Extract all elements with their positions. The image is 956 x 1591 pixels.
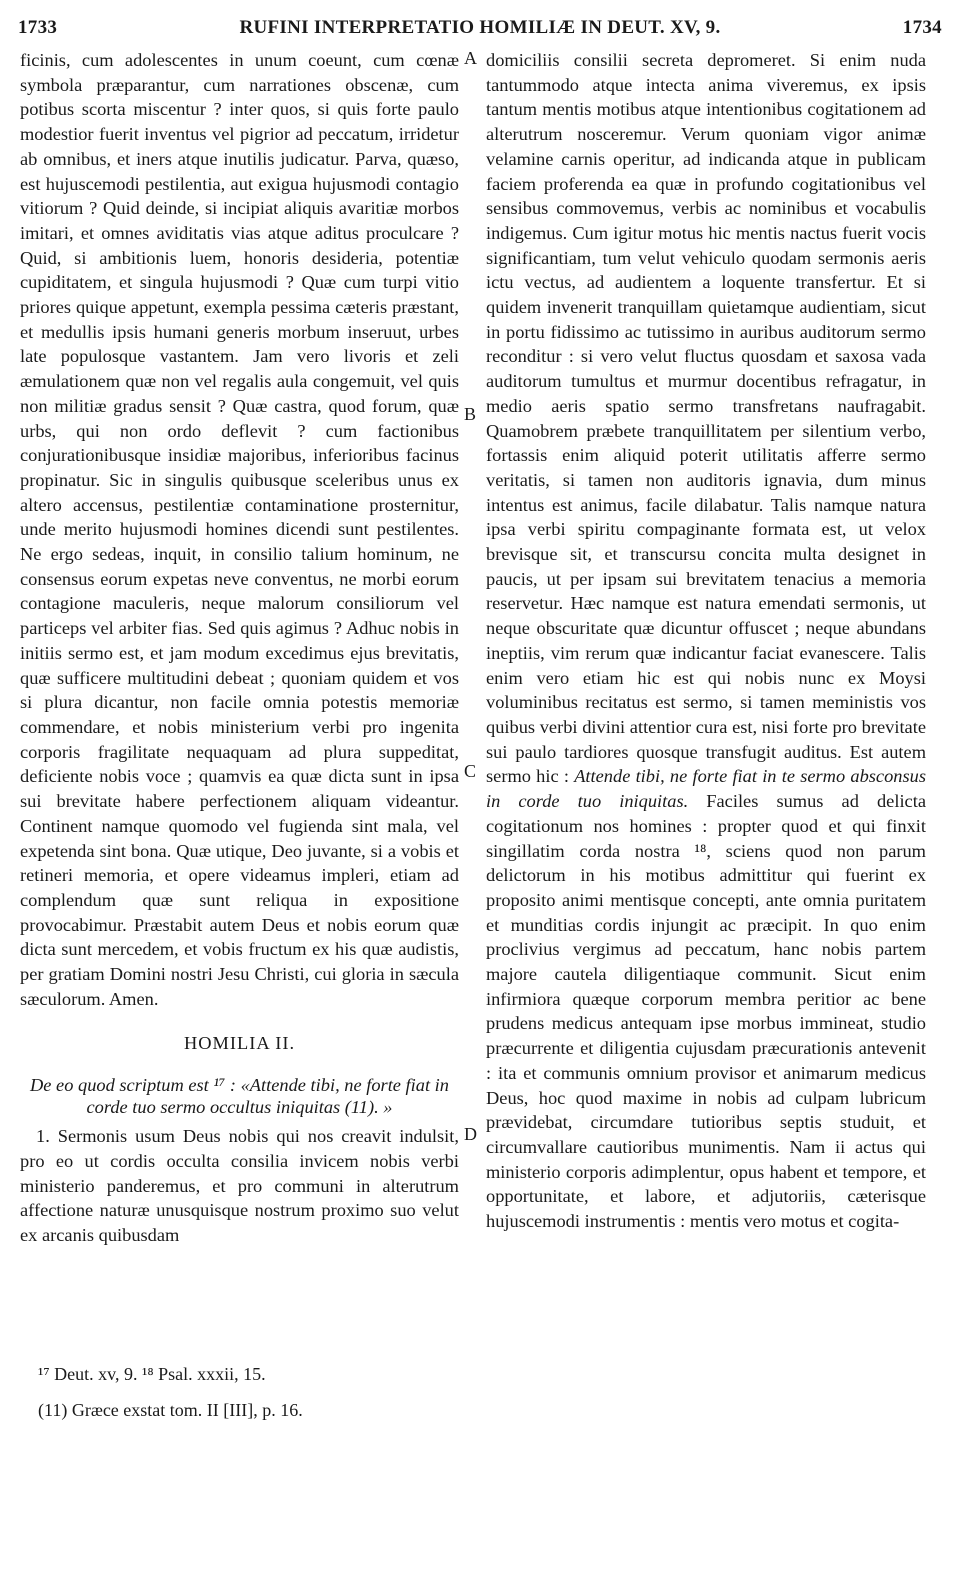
right-paragraph [486, 48, 926, 1234]
left-page-number: 1733 [18, 17, 58, 38]
margin-marker-a: A [464, 48, 477, 68]
margin-marker-d: D [464, 1124, 477, 1144]
right-column [486, 48, 926, 1234]
margin-marker-b: B [464, 404, 477, 424]
running-header [18, 14, 942, 42]
scripture-quote: Attende tibi, ne forte fiat in te sermo absconsus in corde tuo iniquitas. [486, 766, 926, 812]
right-text-b: Faciles sumus ad delicta cogitationum nos homines : propter quod et qui finxit singillatim corda nostra ¹⁸, sciens quod non parum delictorum in his motibus admittitur qui fuerint ex proposito animi mentisque concepti, ante omnia puritatem et munditias cordis injungit ac præcipit. In quo enim proclivius vergimus ad peccatum, hanc nobis partem majore cautela diligentiaque communit. Sicut enim infirmiora quæque corporum membra peritior ac bene prudens medicus antequam ipse morbus immineat, studio præcurrente et diligentia cujusdam præcurationis antevenit : ita et communis omnium provisor et animarum medicus Deus, hoc quod maxime in nobis ad culpam lubricum prævidebat, circumdare tutioribus septis studuit, et circumvallare cautioribus munimentis. Nam ii actus qui ministerio corporis adimplentur, opus habent et tempore, et opportunitate, et labore, et adjutoriis, cæterisque hujuscemodi instrumentis : mentis vero motus et cogita- [486, 791, 926, 1232]
left-column [20, 48, 459, 1248]
footnote-scripture-refs: ¹⁷ Deut. xv, 9. ¹⁸ Psal. xxxii, 15. [38, 1364, 266, 1384]
left-paragraph-1: ficinis, cum adolescentes in unum coeunt, cum cœnæ symbola præparantur, cum narrationes obscenæ, cum potibus scorta miscentur ? inter quos, si quis forte paulo modestior fuerit inventus vel pigrior ad peccatum, irridetur ab omnibus, et iners atque inutilis judicatur. Parva, quæso, est hujuscemodi pestilentia, aut exigua hujusmodi contagio vitiorum ? Quid deinde, si incipiat aliquis avaritiæ morbos imitari, et omnes aviditatis vias atque aditus proculcare ? Quid, si ambitionis luem, honoris desideria, potentiæ cupiditatem, et singula hujusmodi ? Quæ cum turpi vitio priores quique appetunt, exempla pessima cæteris præstant, et medullis ipsis humani generis morbum inseruut, urbes late populosque vastantem. Jam vero livoris et zeli æmulationem quæ non vel regalis aula congemuit, vel quis non militiæ gradus sensit ? Quæ castra, quod forum, quæ urbs, qui non ordo deflevit ? cum factionibus conjurationibusque insidiæ majoribus, inferioribus facinus propinatur. Sic in singulis quibusque sceleribus unus ex altero accensus, pestilentiæ contaminatione prosternitur, unde merito hujusmodi homines dicendi sunt pestilentes. Ne ergo sedeas, inquit, in consilio talium hominum, ne consensus eorum expetas neve conventus, ne morbi eorum contagione maculeris, neque malorum consiliorum vel particeps vel arbiter fias. Sed quis agimus ? Adhuc nobis in initiis sermo est, et jam modum excedimus ejus brevitatis, quæ sufficere multitudini debeat ; quoniam quidem et vos si plura dicantur, non facile omnia potestis memoriæ commendare, et nobis ministerium verbi pro ingenita corporis fragilitate nequaquam ad plura suppeditat, deficiente nobis voce ; quamvis ea quæ dicta sunt in ipsa sui brevitate habere perfectionem aliquam videantur. Continent namque quomodo vel fugienda sint mala, vel expetenda sint bona. Quæ utique, Deo juvante, si a vobis et retineri memoria, et opere videamus impleri, etiam ad complendum quæ sunt reliqua in expositione provocabimur. Præstabit autem Deus et nobis eorum quæ dicta sunt mercedem, et vobis fructum ex his quæ audistis, per gratiam Domini nostri Jesu Christi, cui gloria in sæcula sæculorum. Amen. [20, 50, 459, 1009]
running-title: RUFINI INTERPRETATIO HOMILIÆ IN DEUT. XV, 9. [239, 17, 721, 38]
footnotes [38, 1362, 468, 1422]
left-paragraph-2: 1. Sermonis usum Deus nobis qui nos creavit indulsit, pro eo ut cordis occulta consilia invicem nobis verbi ministerio panderemus, et pro communi in alterutrum affectione naturæ unusquisque nostrum proximo suo velut ex arcanis quibusdam [20, 1126, 459, 1245]
footnote-greek-source: (11) Græce exstat tom. II [III], p. 16. [38, 1400, 303, 1420]
margin-marker-c: C [464, 761, 477, 781]
right-page-number: 1734 [902, 17, 942, 38]
homily-subtitle: De eo quod scriptum est ¹⁷ : «Attende tibi, ne forte fiat in corde tuo sermo occultus iniquitas (11). » [30, 1075, 449, 1118]
homily-title: HOMILIA II. [183, 1033, 296, 1054]
right-text-a: domiciliis consilii secreta depromeret. Si enim nuda tantummodo atque intecta anima viveremus, ex ipsis tantum mentis motibus atque intentionibus cogitationem ad alterutrum nosceremur. Verum quoniam vigor animæ velamine carnis operitur, ad indicanda atque in publicam faciem proferenda ea quæ in profundo cogitationibus vel sensibus commovemus, verbis ac nominibus et vocabulis indigemus. Cum igitur motus hic mentis nactus fuerit vocis significantiam, tum velut vehiculo quodam sermonis aeris ictu vectus, ad audientem a loquente transfertur. Et si quidem invenerit tranquillam quietamque audientiam, sicut in portu fidissimo ac tutissimo in auribus auditorum sermo reconditur : si vero velut fluctus quosdam et saxosa vada auditorum tumultus et murmur docentibus refragatur, in medio aeris spatio sermo transfretans naufragabit. Quamobrem præbete tranquillitatem per silentium verbo, fortassis enim aliquid poterit utilitatis afferre sermo veritatis, si tamen non auditoris ignavia, dum minus intentus est animus, facile dilabatur. Talis namque natura ipsa verbi spiritu compaginante formata est, ut velox brevisque sit, et transcursu concita multa designet in paucis, ut per ipsam sui brevitatem tenacius a memoria reservetur. Hæc namque est natura emendati sermonis, ut neque obscuritate quæ dicuntur offuscet ; neque abundans ineptiis, vim rerum quæ indicantur faciat evanescere. Talis enim vero etiam hic est qui nobis nunc ex Moysi voluminibus recitatus est sermo, si tamen meministis vos quibus verbi divini attentior cura est, nisi forte pro brevitate sui paulo tardiores quosque transfugit auditus. Est autem sermo hic : [486, 50, 926, 787]
